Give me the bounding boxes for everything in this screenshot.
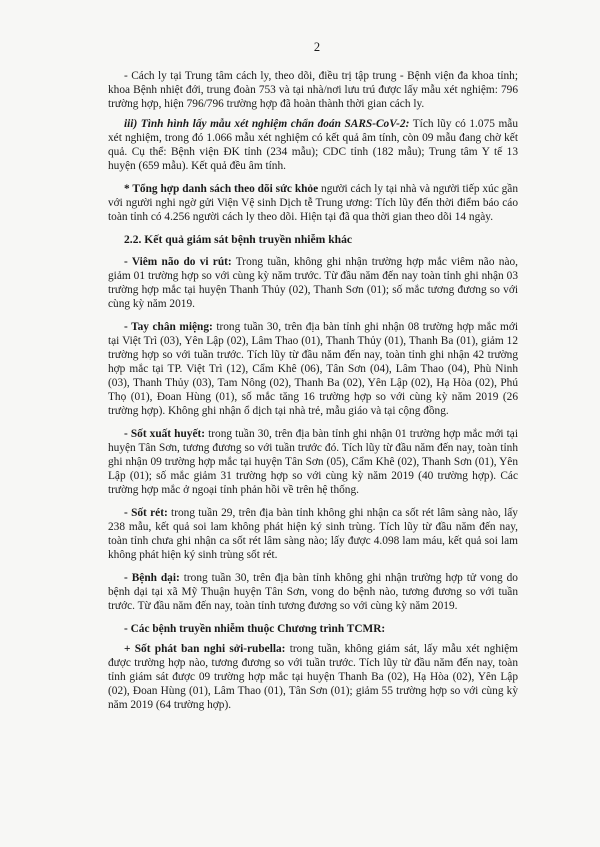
sampling-body: Tích lũy có 1.075 mẫu xét nghiệm, trong đó 1.066 mẫu xét nghiệm có kết quả âm tính, còn 09 mẫu đang chờ kết quả. Cụ thể: Bệnh viện ĐK tỉnh (234 mẫu); CDC tỉnh (182 mẫu); Trung tâm Y tế 13 huyện (659 mẫu). Kết quả đều âm tính. xyxy=(108,118,518,172)
summary-lead: * Tổng hợp danh sách theo dõi sức khỏe xyxy=(124,183,319,195)
tcmr-heading-text: - Các bệnh truyền nhiễm thuộc Chương trình TCMR: xyxy=(124,623,386,635)
page-number: 2 xyxy=(313,40,321,54)
sampling-lead: iii) Tình hình lấy mẫu xét nghiệm chẩn đoán SARS-CoV-2: xyxy=(124,118,410,130)
disease-lead: - Sốt xuất huyết: xyxy=(124,428,206,440)
disease-body: trong tuần 30, trên địa bàn tỉnh ghi nhận 08 trường hợp mắc mới tại Việt Trì (03), Yên Lập (02), Lâm Thao (01), Thanh Thủy (01), Thanh Ba (01), giảm 12 trường hợp so với tuần trước. Tích lũy từ đầu năm đến nay, toàn tỉnh ghi nhận 42 trường hợp mắc tại TP. Việt Trì (12), Cẩm Khê (06), Tân Sơn (04), Lâm Thao (04), Phù Ninh (03), Thanh Thủy (03), Tam Nông (02), Thanh Ba (02), Yên Lập (02), Hạ Hòa (02), Phú Thọ (01), Đoan Hùng (01), số mắc tăng 16 trường hợp so với cùng kỳ năm 2019 (26 trường hợp). Không ghi nhận ổ dịch tại nhà trẻ, mẫu giáo và tại cộng đồng. xyxy=(108,321,518,417)
disease-body: trong tuần 30, trên địa bàn tỉnh không ghi nhận trường hợp tử vong do bệnh dại tại xã Mỹ Thuận huyện Tân Sơn, vong do bệnh nào, tương đương so với tuần trước. Từ đầu năm đến nay, toàn tỉnh tương đương so với cùng kỳ năm 2019. xyxy=(108,572,518,612)
disease-paragraph-dengue xyxy=(108,427,518,497)
tcmr-item-lead: + Sốt phát ban nghi sởi-rubella: xyxy=(124,643,286,655)
tcmr-item-body: trong tuần, không giám sát, lấy mẫu xét nghiệm được trường hợp nào, tương đương so với tuần trước. Tích lũy từ đầu năm đến nay, toàn tỉnh giám sát được 09 trường hợp mắc tại huyện Thanh Ba (02), Hạ Hòa (02), Yên Lập (02), Đoan Hùng (01), Lâm Thao (01), Tân Sơn (01); giảm 55 trường hợp so với cùng kỳ năm 2019 (64 trường hợp). xyxy=(108,643,519,711)
disease-paragraph-rabies xyxy=(108,571,518,613)
disease-paragraph-hfmd xyxy=(108,320,518,418)
disease-lead: - Bệnh dại: xyxy=(124,572,180,584)
isolation-text: - Cách ly tại Trung tâm cách ly, theo dõi, điều trị tập trung - Bệnh viện đa khoa tỉnh; khoa Bệnh nhiệt đới, trung đoàn 753 và tại nhà/nơi lưu trú được lấy mẫu xét nghiệm: 796 trường hợp, hiện 796/796 trường hợp đã hoàn thành thời gian cách ly. xyxy=(108,70,518,110)
disease-lead: - Viêm não do vi rút: xyxy=(124,256,232,268)
tcmr-heading xyxy=(108,622,518,636)
disease-paragraph-malaria xyxy=(108,506,518,562)
sampling-paragraph xyxy=(108,117,518,173)
disease-body: trong tuần 30, trên địa bàn tỉnh ghi nhận 01 trường hợp mắc mới tại huyện Tân Sơn, tương đương so với tuần trước đó. Tích lũy từ đầu năm đến nay, toàn tỉnh ghi nhận 09 trường hợp mắc tại huyện Tân Sơn (05), Cẩm Khê (02), Thanh Sơn (01), Yên Lập (01); số mắc giảm 31 trường hợp so với cùng kỳ năm 2019 (40 trường hợp). Các trường hợp mắc ở ngoại tỉnh phản hồi về trên hệ thống. xyxy=(108,428,518,496)
disease-paragraph-encephalitis xyxy=(108,255,518,311)
disease-body: Trong tuần, không ghi nhận trường hợp mắc viêm não nào, giảm 01 trường hợp so với cùng kỳ năm trước. Từ đầu năm đến nay toàn tỉnh ghi nhận 03 trường hợp mắc tại huyện Thanh Thủy (02), Thanh Sơn (01); số mắc tương đương so với cùng kỳ năm 2019. xyxy=(108,256,518,310)
summary-paragraph xyxy=(108,182,518,224)
section-heading: 2.2. Kết quả giám sát bệnh truyền nhiễm khác xyxy=(124,233,353,246)
tcmr-item-measles-rubella xyxy=(108,642,518,712)
isolation-paragraph xyxy=(108,69,518,111)
disease-body: trong tuần 29, trên địa bàn tỉnh không ghi nhận ca sốt rét lâm sàng nào, lấy 238 mẫu, kết quả soi lam không phát hiện ký sinh trùng. Tích lũy từ đầu năm đến nay, toàn tỉnh chưa ghi nhận ca sốt rét lâm sàng nào; lấy được 4.098 lam máu, kết quả soi lam không phát hiện ký sinh trùng sốt rét. xyxy=(108,507,518,561)
disease-lead: - Sốt rét: xyxy=(124,507,168,519)
summary-body: người cách ly tại nhà và người tiếp xúc gần với người nghi ngờ gửi Viện Vệ sinh Dịch tễ Trung ương: Tích lũy đến thời điểm báo cáo toàn tỉnh có 4.256 người cách ly theo dõi. Hiện tại đã qua thời gian theo dõi 14 ngày. xyxy=(108,183,519,223)
disease-lead: - Tay chân miệng: xyxy=(124,321,213,333)
